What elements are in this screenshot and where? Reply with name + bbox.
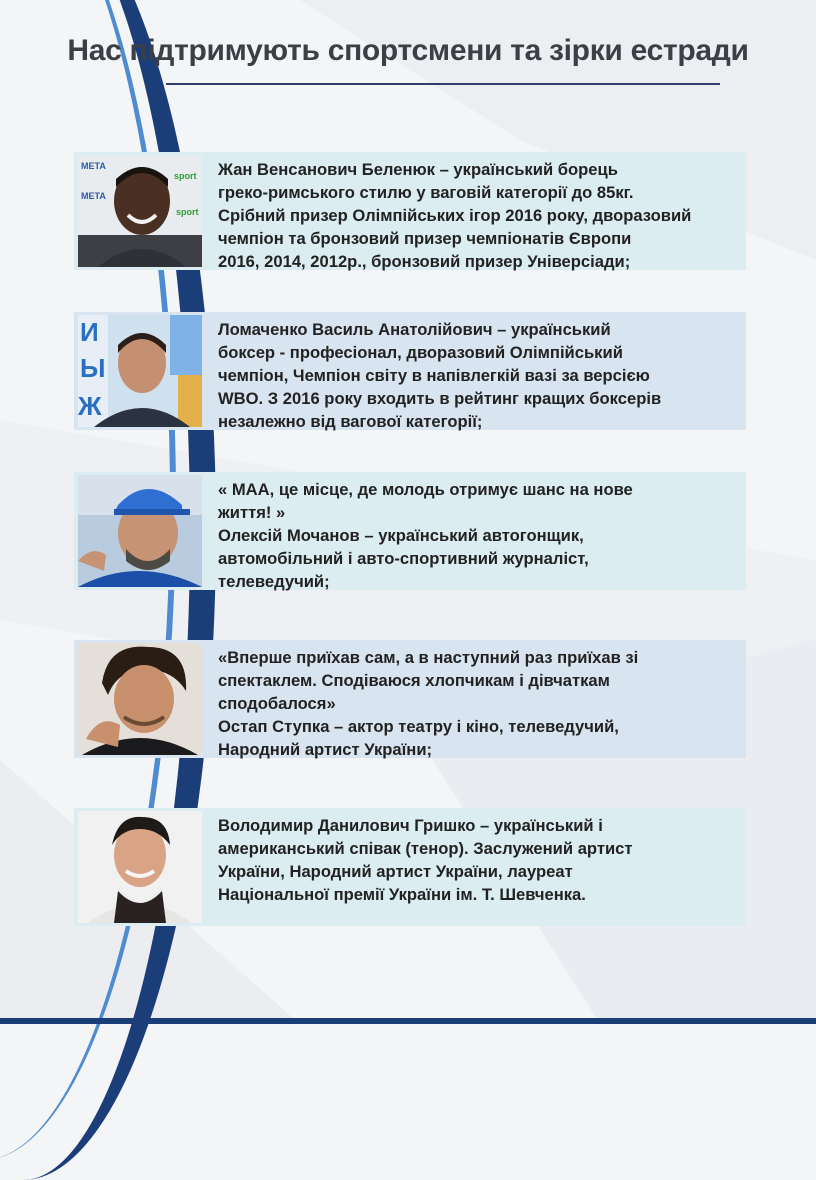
racer-portrait-icon xyxy=(78,475,202,587)
supporter-card xyxy=(74,808,746,926)
supporter-description: Володимир Данилович Гришко – український і американський співак (тенор). Заслужений артист України, Народний артист України, лауреат Національної премії України ім. Т. Шевченка. xyxy=(218,816,633,904)
supporter-card xyxy=(74,640,746,758)
svg-text:Ж: Ж xyxy=(78,391,102,421)
supporter-card xyxy=(74,312,746,430)
svg-text:Ы: Ы xyxy=(80,353,106,383)
svg-text:МЕТА: МЕТА xyxy=(81,191,106,201)
title-underline xyxy=(166,83,720,85)
supporter-description: Ломаченко Василь Анатолійович – український боксер - професіонал, дворазовий Олімпійський чемпіон, Чемпіон світу в напівлегкій вазі за версією WBO. З 2016 року входить в рейтинг кращих боксерів незалежно від вагової категорії; xyxy=(218,320,662,431)
supporter-card xyxy=(74,472,746,590)
svg-text:И: И xyxy=(80,317,99,347)
supporter-description: «Вперше приїхав сам, а в наступний раз приїхав зі спектаклем. Сподіваюся хлопчикам і дівчаткам сподобалося» Остап Ступка – актор театру і кіно, телеведучий, Народний артист України; xyxy=(218,648,639,759)
boxer-portrait-icon xyxy=(78,315,202,427)
actor-portrait-icon xyxy=(78,643,202,755)
bottom-band xyxy=(0,1018,816,1024)
svg-text:sport: sport xyxy=(174,171,197,181)
supporter-description: Жан Венсанович Беленюк – український борець греко-римського стилю у ваговій категорії до 85кг. Срібний призер Олімпійських ігор 2016 року, дворазовий чемпіон та бронзовий призер чемпіонатів Європи 2016, 2014, 2012р., бронзовий призер Універсіади; xyxy=(218,160,692,271)
wrestler-portrait-icon xyxy=(78,155,202,267)
singer-portrait-icon xyxy=(78,811,202,923)
page-title: Нас підтримують спортсмени та зірки естради xyxy=(67,34,749,67)
svg-text:МЕТА: МЕТА xyxy=(81,161,106,171)
svg-text:sport: sport xyxy=(176,207,199,217)
supporter-card xyxy=(74,152,746,270)
supporter-description: « МАА, це місце, де молодь отримує шанс на нове життя! » Олексій Мочанов – український автогонщик, автомобільний і авто-спортивний журналіст, телеведучий; xyxy=(218,480,633,591)
